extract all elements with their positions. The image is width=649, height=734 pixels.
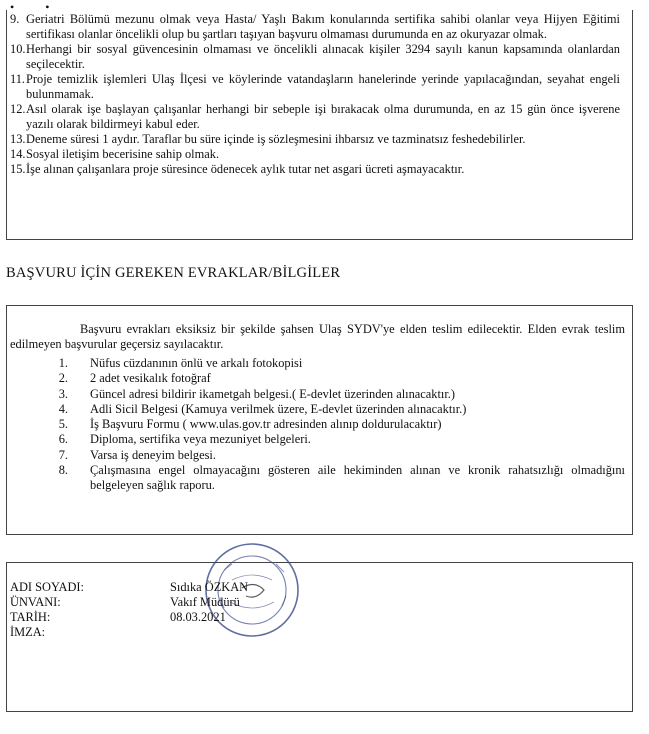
list-item: 11. Proje temizlik işlemleri Ulaş İlçesi ve köylerinde vatandaşların hanelerinde yerinde yapılacağından, seyahat engeli bulunmamak. (10, 72, 620, 101)
list-item: 7. Varsa iş deneyim belgesi. (58, 447, 216, 462)
page-dots: • • (10, 0, 64, 14)
list-item: 9. Geriatri Bölümü mezunu olmak veya Hasta/ Yaşlı Bakım konularında sertifika sahibi olanlar veya Hijyen Eğitimi sertifikası olanlar öncelikli olup bu şartları taşıyan başvuru olmaması durumunda en az okuryazar olmak. (10, 12, 620, 41)
list-item: 2. 2 adet vesikalık fotoğraf (58, 371, 211, 386)
list-item: 12. Asıl olarak işe başlayan çalışanlar herhangi bir sebeple işi bırakacak olma durumunda, en az 15 gün önce işverene yazılı olarak bildirmeyi kabul eder. (10, 102, 620, 131)
list-item: 10. Herhangi bir sosyal güvencesinin olmaması ve öncelikli alınacak kişiler 3294 sayılı kanun kapsamında olanlardan seçilecektir. (10, 42, 620, 71)
list-item: 15. İşe alınan çalışanlara proje süresince ödenecek aylık tutar net asgari ücreti aşmayacaktır. (10, 162, 465, 176)
signature-box-bottom-line (6, 711, 633, 712)
list-item: 3. Güncel adresi bildirir ikametgah belgesi.( E-devlet üzerinden alınacaktır.) (58, 386, 456, 401)
section-heading: BAŞVURU İÇİN GEREKEN EVRAKLAR/BİLGİLER (6, 265, 341, 281)
sign-row: İMZA: (10, 625, 46, 639)
list-item: 13. Deneme süresi 1 aydır. Taraflar bu süre içinde iş sözleşmesini ihbarsız ve tazminatsız feshedebilirler. (10, 132, 526, 146)
list-item: 1. Nüfus cüzdanının önlü ve arkalı fotokopisi (58, 356, 303, 370)
date-row: TARİH: 08.03.2021 (10, 610, 226, 624)
documents-intro: Başvuru evrakları eksiksiz bir şekilde şahsen Ulaş SYDV'ye elden teslim edilecektir. Elden evrak teslim edilmeyen başvurular geçersiz sayılacaktır. (10, 322, 625, 351)
title-row: ÜNVANI: Vakıf Müdürü (10, 595, 240, 609)
list-item: 6. Diploma, sertifika veya mezuniyet belgeleri. (58, 432, 311, 447)
signature-block (10, 580, 248, 640)
name-row: ADI SOYADI: Sıdıka ÖZKAN (10, 580, 249, 594)
list-item: 4. Adli Sicil Belgesi (Kamuya verilmek üzere, E-devlet üzerinden alınacaktır.) (58, 401, 467, 416)
list-item: 14. Sosyal iletişim becerisine sahip olmak. (10, 147, 220, 161)
documents-list (10, 356, 625, 494)
conditions-list (10, 12, 620, 177)
list-item: 5. İş Başvuru Formu ( www.ulas.gov.tr adresinden alınıp doldurulacaktır) (58, 417, 442, 432)
list-item: 8. Çalışmasına engel olmayacağını gösteren aile hekiminden alınan ve kronik rahatsızlığı olmadığını belgeleyen sağlık raporu. (58, 463, 625, 493)
